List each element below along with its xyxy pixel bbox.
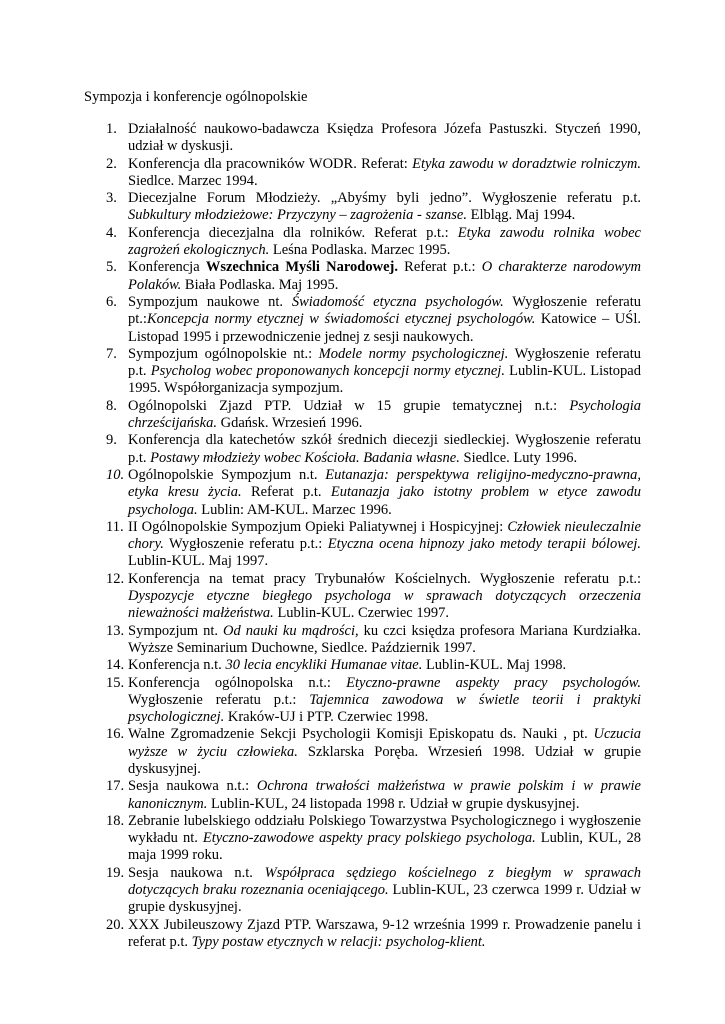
list-item-text: Konferencja ogólnopolska n.t.: Etyczno-prawne aspekty pracy psychologów. Wygłoszenie referatu p.t.: Tajemnica zawodowa w świetle teorii i praktyki psychologicznej. Kraków-UJ i PTP. Czerwiec 1998. [128, 674, 641, 726]
list-item [106, 121, 641, 156]
list-item-number: 8. [106, 397, 117, 414]
list-item-text: Sympozjum nt. Od nauki ku mądrości, ku czci księdza profesora Mariana Kurdziałka. Wyższe Seminarium Duchowne, Siedlce. Październik 1997. [128, 622, 641, 656]
list-item-number: 5. [106, 259, 117, 276]
list-item-number: 7. [106, 345, 117, 362]
list-item-number: 12. [106, 570, 125, 587]
list-item-number: 19. [106, 864, 125, 881]
list-item [106, 156, 641, 191]
list-item-text: Konferencja dla pracowników WODR. Referat: Etyka zawodu w doradztwie rolniczym. Siedlce. Marzec 1994. [128, 155, 641, 189]
list-item [106, 675, 641, 727]
list-item-number: 1. [106, 121, 117, 137]
conference-list [106, 121, 641, 951]
list-item-text: Walne Zgromadzenie Sekcji Psychologii Komisji Episkopatu ds. Nauki , pt. Uczucia wyższe w życiu człowieka. Szklarska Poręba. Wrzesień 1998. Udział w grupie dyskusyjnej. [128, 726, 642, 777]
section-heading: Sympozja i konferencje ogólnopolskie [84, 89, 308, 105]
list-item-text: Konferencja n.t. 30 lecia encykliki Humanae vitae. Lublin-KUL. Maj 1998. [128, 657, 567, 674]
list-item-text: II Ogólnopolskie Sympozjum Opieki Paliatywnej i Hospicyjnej: Człowiek nieuleczalnie chory. Wygłoszenie referatu p.t.: Etyczna ocena hipnozy jako metody terapii bólowej. Lublin-KUL. Maj 1997. [128, 518, 641, 570]
list-item-text: Ogólnopolskie Sympozjum n.t. Eutanazja: perspektywa religijno-medyczno-prawna, etyka kresu życia. Referat p.t. Eutanazja jako istotny problem w etyce zawodu psychologa. Lublin: AM-KUL. Marzec 1996. [128, 466, 642, 518]
list-item-number: 13. [106, 622, 125, 639]
list-item [106, 571, 641, 623]
list-item [106, 726, 641, 778]
list-item-number: 11. [106, 518, 124, 535]
list-item [106, 917, 641, 952]
list-item-text: Konferencja na temat pracy Trybunałów Kościelnych. Wygłoszenie referatu p.t.: Dyspozycje etyczne biegłego psychologa w sprawach dotyczących orzeczenia nieważności małżeństwa. Lublin-KUL. Czerwiec 1997. [128, 570, 641, 622]
list-item-text: Konferencja diecezjalna dla rolników. Referat p.t.: Etyka zawodu rolnika wobec zagrożeń ekologicznych. Leśna Podlaska. Marzec 1995. [128, 224, 641, 259]
list-item [106, 346, 641, 398]
list-item-number: 4. [106, 224, 117, 241]
list-item-number: 18. [106, 812, 125, 829]
list-item-number: 15. [106, 674, 125, 691]
list-item-text: Ogólnopolski Zjazd PTP. Udział w 15 grupie tematycznej n.t.: Psychologia chrześcijańska. Gdańsk. Wrzesień 1996. [128, 397, 641, 432]
list-item-number: 6. [106, 293, 117, 310]
list-item [106, 865, 641, 917]
list-item [106, 623, 641, 658]
list-item-number: 14. [106, 657, 125, 674]
list-item-text: Sympozjum naukowe nt. Świadomość etyczna psychologów. Wygłoszenie referatu pt.:Koncepcja normy etycznej w świadomości etycznej psychologów. Katowice – UŚl. Listopad 1995 i przewodniczenie jednej z sesji naukowych. [128, 293, 641, 345]
list-item-number: 3. [106, 190, 117, 207]
list-item-number: 10. [106, 466, 125, 483]
list-item-text: Diecezjalne Forum Młodzieży. „Abyśmy byli jedno”. Wygłoszenie referatu p.t. Subkultury młodzieżowe: Przyczyny – zagrożenia - szanse. Elbląg. Maj 1994. [128, 190, 641, 224]
list-item [106, 519, 641, 571]
list-item [106, 190, 641, 225]
list-item-number: 16. [106, 726, 125, 743]
list-item-text: Działalność naukowo-badawcza Księdza Profesora Józefa Pastuszki. Styczeń 1990, udział w dyskusji. [128, 121, 641, 155]
list-item-number: 2. [106, 155, 117, 172]
list-item-number: 20. [106, 916, 125, 933]
list-item-number: 17. [106, 778, 125, 795]
list-item [106, 225, 641, 260]
list-item-text: Sympozjum ogólnopolskie nt.: Modele normy psychologicznej. Wygłoszenie referatu p.t. Psycholog wobec proponowanych koncepcji normy etycznej. Lublin-KUL. Listopad 1995. Współorganizacja sympozjum. [128, 345, 641, 397]
list-item [106, 259, 641, 294]
list-item [106, 294, 641, 346]
list-item [106, 398, 641, 433]
list-item [106, 778, 641, 813]
list-item-text: XXX Jubileuszowy Zjazd PTP. Warszawa, 9-12 września 1999 r. Prowadzenie panelu i referat p.t. Typy postaw etycznych w relacji: psycholog-klient. [128, 916, 641, 950]
list-item-number: 9. [106, 432, 117, 449]
list-item [106, 432, 641, 467]
list-item-text: Konferencja Wszechnica Myśli Narodowej. Referat p.t.: O charakterze narodowym Polaków. Biała Podlaska. Maj 1995. [128, 259, 641, 293]
list-item-text: Sesja naukowa n.t. Współpraca sędziego kościelnego z biegłym w sprawach dotyczących braku rozeznania oceniającego. Lublin-KUL, 23 czerwca 1999 r. Udział w grupie dyskusyjnej. [128, 864, 641, 916]
list-item [106, 657, 641, 674]
list-item-text: Zebranie lubelskiego oddziału Polskiego Towarzystwa Psychologicznego i wygłoszenie wykładu nt. Etyczno-zawodowe aspekty pracy polskiego psychologa. Lublin, KUL, 28 maja 1999 roku. [128, 812, 641, 864]
list-item-text: Sesja naukowa n.t.: Ochrona trwałości małżeństwa w prawie polskim i w prawie kanonicznym. Lublin-KUL, 24 listopada 1998 r. Udział w grupie dyskusyjnej. [128, 778, 641, 812]
list-item-text: Konferencja dla katechetów szkół średnich diecezji siedleckiej. Wygłoszenie referatu p.t. Postawy młodzieży wobec Kościoła. Badania własne. Siedlce. Luty 1996. [128, 432, 641, 466]
list-item [106, 813, 641, 865]
list-item [106, 467, 641, 519]
